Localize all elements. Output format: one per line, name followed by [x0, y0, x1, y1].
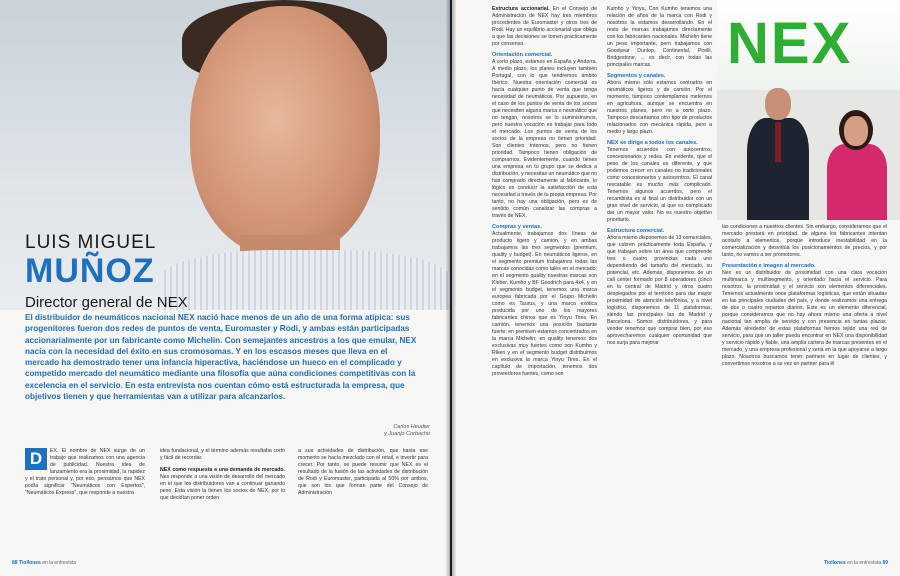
right-column-2 — [607, 6, 712, 546]
r-c2-t1: Ahora mismo sólo estamos centrados en neumáticos ligeros y de camión. Por el momento, tampoco contemplamos meternos en agricultura, aunque se encuentra en nuestros planes, pero no a corto plazo. Tampoco descartamos otro tipo de productos relacionados con mecánica rápida, pero a medio y largo plazo. — [607, 80, 712, 135]
r-c2-t2: Tenemos acuerdos con autocentros, concesionarios y redes. Es evidente, que el peso de los canales es diferente, y que podemos crecer en canales no tradicionales como concesionarios y autocentros. El canal rescatable es mucho más complicado. Tenemos algunos acuerdos, pero el recambista es al final un distribuidor con un gran nivel de servicio, al que es complicado dar un mayor valor. No es nuestro objetivo prioritario. — [607, 147, 712, 223]
portrait-shirt — [160, 250, 450, 310]
left-footer — [12, 560, 76, 566]
photo-man — [747, 88, 807, 220]
r-c1-h3: Compras y ventas. — [492, 224, 542, 230]
page-gutter — [446, 0, 456, 576]
woman-jacket — [827, 144, 887, 220]
r-c1-t1: En el Consejo de Administración de NEX hay tres miembros procedentes de Euromaster y otros tres de Rodi. Hay un equilibrio accionarial que obliga a que las decisiones se tomen prácticamente por consenso. — [492, 6, 597, 47]
portrait-face — [190, 6, 380, 256]
right-page — [452, 0, 900, 576]
nex-logo: NEX — [727, 11, 853, 76]
r-c1-t2: A corto plazo, estamos en España y Andorra. A medio plazo, los planes incluyen también Portugal, con lo que tendremos ámbito Ibérico. Nuestra orientación comercial es hacia cualquier punto de venta que tenga necesidad de neumáticos. Por supuesto, en el caso de los puntos de venta de los socios que necesiten alguna marca o neumático que no tengan, nosotros se lo suministramos, pero nuestra vocación es trabajar para todo el mercado. Los puntos de venta de los socios de la empresa no tienen prioridad. Son clientes internos, pero no tienen prioridad. Tampoco tienen obligación de comprarnos. Evidentemente, cuando tienes una empresa en tu grupo que se dedica a distribución, y necesitas un neumático que no has comprado directamente al fabricante, lo lógico es conducir la satisfacción de esta necesidad a través de tu propia empresa. Por tanto, no hay una obligación, pero es de sentido común canalizar las compras a través de NEX. — [492, 59, 597, 219]
byline-author-1: Carlos Heudier — [393, 424, 430, 430]
woman-head — [844, 116, 868, 146]
left-footer-brand: Tiollones — [18, 560, 41, 566]
executives-photo — [717, 0, 900, 220]
r-c2-t0: Kumho y Yinyu. Con Kumho tenemos una relación de años de la marca con Rodi y nosotros la estamos desarrollando. En el resto de marcas trabajamos directamente con los fabricantes nacionales. Michelin tiene un peso importante, pero trabajamos con Goodyear Dunlop, Continental, Pirelli, Bridgestone, ... es decir, con todas las principales marcas. — [607, 6, 712, 68]
intro-paragraph: El distribuidor de neumáticos nacional NEX nació hace menos de un año de una forma atípica: sus progenitores fueron dos redes de puntos de venta, Euromaster y Rodi, y ambas están participadas accionarialmente por un fabricante como Michelin. Con semejantes ancestros a los que emular, NEX nacía con la necesidad del éxito en sus cromosomas. Y en los escasos meses que lleva en el mercado ha demostrado tener una infancia hiperactiva, haciéndose un hueco en el complicado y competido mercado del neumático mediante una filosofía que aúna condiciones competitivas con la excelencia en el servicio. En esta entrevista nos cuentan cómo está estructurada la empresa, que objetivos tienen y que herramientas van a utilizar para alcanzarlos. — [25, 313, 417, 402]
r-c1-h2: Orientación comercial. — [492, 52, 553, 58]
photo-woman — [827, 110, 887, 220]
left-col1-text: EX. El nombre de NEX surge de un trabajo que realizamos con una agencia de publicidad. Nuestra idea de lanzamiento era la proximidad, la rapidez y el trato personal y, por eso, pensamos que NEX podía significar "Neumáticos con Expertos", "Neumáticos Express", que responde a nuestra — [25, 448, 145, 496]
left-column-1 — [25, 448, 145, 548]
left-column-3 — [298, 448, 428, 548]
left-page-number: 88 — [12, 560, 18, 566]
r-c2-h1: Segmentos y canales. — [607, 73, 666, 79]
dropcap: D — [25, 448, 47, 470]
left-column-2 — [160, 448, 285, 548]
r-c3-t0: las condiciones a nuestros clientes. Sin embargo, consideramos que el mercado prestará en prioridad, de alguna los fabricantes intentan acotarlo a elementos, porque introduce inestabilidad en la comercialización y desvirtúa los posicionamientos de precios, y por tanto, no vamos a ser promotores. — [722, 224, 887, 258]
right-footer — [824, 560, 888, 566]
right-footer-text: en la entrevista — [847, 560, 882, 566]
man-tie — [775, 122, 781, 162]
left-col2-text-b: Nex responde a una visión de desarrollo del mercado en el que los distribuidores van a continuar ganando peso. Esta visión la tienen los socios de NEX, por lo que decidían poner orden — [160, 474, 285, 501]
r-c1-h1: Estructura accionarial. — [492, 6, 550, 12]
r-c2-h2: NEX se dirige a todos los canales. — [607, 140, 698, 146]
right-column-3 — [722, 224, 887, 549]
byline — [350, 424, 430, 438]
right-column-1 — [492, 6, 597, 546]
interviewee-name-block — [25, 232, 188, 311]
r-c2-h3: Estructura comercial. — [607, 228, 665, 234]
left-col2-subhead: NEX como respuesta a una demanda de mercado. — [160, 467, 285, 473]
r-c1-t3: Actualmente, trabajamos dos líneas de producto ligero y camión, y en ambas trabajamos las tres segmentos (premium, quality y budget). En neumáticos ligeros, en el segmento premium trabajamos todas las marcas conocidas como tales en el mercado; en el segmento quality nuestras marcas son Kleber, Kumho y BF Goodrich para 4x4, y en el segmento budget, tenemos una marca europea fabricada por el Grupo Michelin como es Taurus, y una marca exótica producida por uno de los mayores fabricantes chinos que es Yinyu Tires. En camión, tenemos una posición bastante fuerte: en premium estamos concentrados en la marca Michelin; en quality tenemos dos exclusivas muy fuertes como son Kumho y Riken y en el segmento budget distribuimos en exclusiva la marca Yinyu Tires. En el capítulo de importación, tenemos dos proveedores fuertes, como son — [492, 231, 597, 377]
left-footer-text: en la entrevista — [42, 560, 77, 566]
left-col2-text-a: idea fundacional, y el término además resultaba corto y fácil de recordar. — [160, 448, 285, 461]
name-first: LUIS MIGUEL — [25, 232, 157, 253]
role-title: Director general de NEX — [25, 294, 188, 311]
man-head — [765, 88, 791, 120]
r-c3-t1: Nex es un distribuidor de proximidad con una clara vocación multimarca y multisegmento, y orientado hacia el servicio. Para nosotros, la proximidad y el servicio son elementos diferenciales. Tenemos actualmente once plataformas logísticas, que están situadas en las principales ciudades del país, y donde realizamos una entrega de dos o cuatro repartos diarios. Este es un elemento diferencial, porque consideramos que no hay ahora mismo una oferta a nivel nacional tan amplia de servicio y con presencia en tantas plazas. Además alrededor de estas plataformas hemos tejido una red de servicio, para que un taller pueda encontrar en NEX una disponibilidad y servicio rápido y fiable, una amplia cartera de marcas presentes en el mercado, y una empresa profesional y seria en la que apoyarse a largo plazo. Nosotros buscamos tener partners en lugar de clientes, y convertimos nosotros a su vez en partner para él — [722, 270, 887, 367]
byline-author-2: y Juanjo Corbacho — [384, 431, 430, 437]
left-col3-text: a sus actividades de distribución, que hasta ese momento se hacía mezclado con el retail, e invertir para crecer. Por tanto, se puede resumir que NEX es el resultado de la fusión de las actividades de distribución de Rodi y Euromaster, participada al 50% por ambos, que son los que forman parte del Consejo de Administración — [298, 448, 428, 496]
right-footer-brand: Tiollones — [823, 560, 846, 566]
r-c2-t3: Ahora mismo disponemos de 13 comerciales, que cubren prácticamente toda España, y que trabajan sobre un área que comprende tres o cuatro provincias cada uno dependiendo del tamaño del mercado, su potencial, etc. Además, disponemos de un call center formado por 8 operadores (cinco en la central de Madrid y otros cuatro desplegados por el territorio para dar mayor proximidad de atención telefónica, y a nivel logístico, disponemos de 11 plataformas, siendo las principales las de Madrid y Barcelona. Somos distribuidores, y para vender tenemos que comprar bien, por eso aprovecharemos cualquier oportunidad que nos surja para mejorar — [607, 235, 712, 346]
name-last: MUÑOZ — [25, 252, 155, 290]
right-page-number: 89 — [882, 560, 888, 566]
r-c3-h1: Presentación e imagen al mercado. — [722, 263, 816, 269]
